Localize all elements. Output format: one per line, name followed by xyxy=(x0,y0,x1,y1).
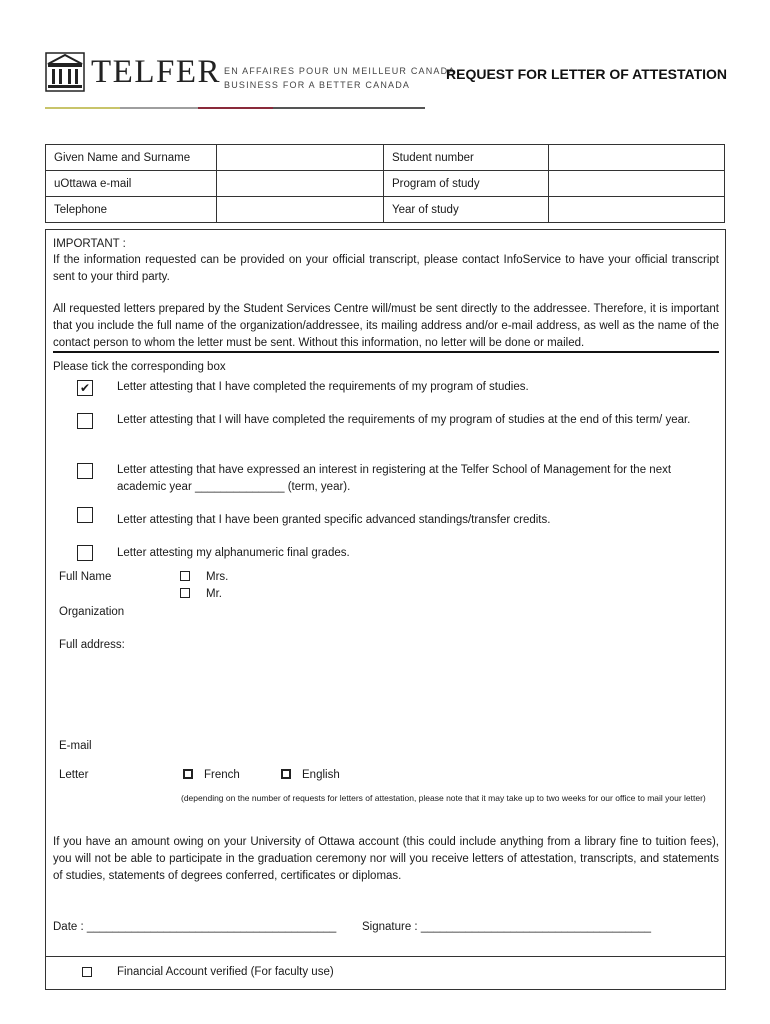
important-transcript-note: If the information requested can be provided on your official transcript, please contact InfoService to have your official transcript sent to your third party. xyxy=(53,254,719,283)
telephone-field[interactable] xyxy=(217,197,384,223)
program-field[interactable] xyxy=(549,171,725,197)
check-mark-icon: ✔ xyxy=(79,381,91,395)
option-interest-label: Letter attesting that have expressed an interest in registering at the Telfer School of Management for the next academic year ______________ (term, year). xyxy=(117,464,672,493)
option-advanced-standing-label: Letter attesting that I have been granted specific advanced standings/transfer credits. xyxy=(117,514,551,526)
full-name-label: Full Name xyxy=(59,571,112,583)
accent-line-3 xyxy=(198,107,273,109)
organization-label: Organization xyxy=(59,606,125,618)
accent-line-4 xyxy=(273,107,425,109)
document-title: REQUEST FOR LETTER OF ATTESTATION xyxy=(446,66,728,82)
student-info-table xyxy=(45,144,725,223)
section-divider xyxy=(53,351,719,353)
french-checkbox[interactable] xyxy=(183,769,193,779)
mailing-delay-note: (depending on the number of requests for letters of attestation, please note that it may take up to two weeks for our office to mail your letter) xyxy=(181,793,706,803)
given-name-field[interactable] xyxy=(217,145,384,171)
tagline-english: BUSINESS FOR A BETTER CANADA xyxy=(224,80,411,90)
english-label: English xyxy=(302,769,340,781)
option-will-complete-checkbox[interactable] xyxy=(77,413,93,429)
accent-line-2 xyxy=(120,107,198,109)
financial-verified-checkbox[interactable] xyxy=(82,967,92,977)
french-label: French xyxy=(204,769,240,781)
date-line[interactable]: Date : _______________________________________ xyxy=(53,921,337,933)
mrs-label: Mrs. xyxy=(206,571,229,583)
tagline-french: EN AFFAIRES POUR UN MEILLEUR CANADA xyxy=(224,66,456,76)
table-row xyxy=(46,197,725,223)
year-label: Year of study xyxy=(384,197,549,223)
student-number-field[interactable] xyxy=(549,145,725,171)
telfer-logo-icon xyxy=(45,52,85,92)
option-final-grades-checkbox[interactable] xyxy=(77,545,93,561)
given-name-label: Given Name and Surname xyxy=(46,145,217,171)
option-will-complete-label: Letter attesting that I will have completed the requirements of my program of studies at the end of this term/ year. xyxy=(117,414,691,426)
letter-label: Letter xyxy=(59,769,89,781)
mr-label: Mr. xyxy=(206,588,222,600)
program-label: Program of study xyxy=(384,171,549,197)
faculty-divider xyxy=(45,956,726,957)
logo-wordmark: TELFER xyxy=(91,54,221,90)
option-final-grades-label: Letter attesting my alphanumeric final grades. xyxy=(117,547,350,559)
option-completed-label: Letter attesting that I have completed the requirements of my program of studies. xyxy=(117,381,529,393)
mr-checkbox[interactable] xyxy=(180,588,190,598)
important-heading: IMPORTANT : xyxy=(53,238,126,250)
english-checkbox[interactable] xyxy=(281,769,291,779)
mrs-checkbox[interactable] xyxy=(180,571,190,581)
signature-line[interactable]: Signature : ____________________________________ xyxy=(362,921,652,933)
year-field[interactable] xyxy=(549,197,725,223)
email-label: uOttawa e-mail xyxy=(46,171,217,197)
option-interest-checkbox[interactable] xyxy=(77,463,93,479)
amount-owing-notice: If you have an amount owing on your University of Ottawa account (this could include anything from a library fine to tuition fees), you will not be able to participate in the graduation ceremony nor will you receive letters of attestation, transcripts, and statements of studies, statements of degrees conferred, certificates or diplomas. xyxy=(53,836,719,882)
important-addressee-note: All requested letters prepared by the Student Services Centre will/must be sent directly to the addressee. Therefore, it is important that you include the full name of the organization/addressee, its mailing address and/or e-mail address, as well as the name of the contact person to whom the letter must be sent. Without this information, no letter will be done or mailed. xyxy=(53,303,719,349)
table-row xyxy=(46,145,725,171)
option-advanced-standing-checkbox[interactable] xyxy=(77,507,93,523)
tick-instruction: Please tick the corresponding box xyxy=(53,361,226,373)
full-address-label: Full address: xyxy=(59,639,125,651)
table-row xyxy=(46,171,725,197)
email-field[interactable] xyxy=(217,171,384,197)
email-address-label: E-mail xyxy=(59,740,92,752)
option-completed-checkbox[interactable] xyxy=(77,380,93,396)
telephone-label: Telephone xyxy=(46,197,217,223)
financial-verified-label: Financial Account verified (For faculty use) xyxy=(117,966,334,978)
accent-line-1 xyxy=(45,107,120,109)
student-number-label: Student number xyxy=(384,145,549,171)
